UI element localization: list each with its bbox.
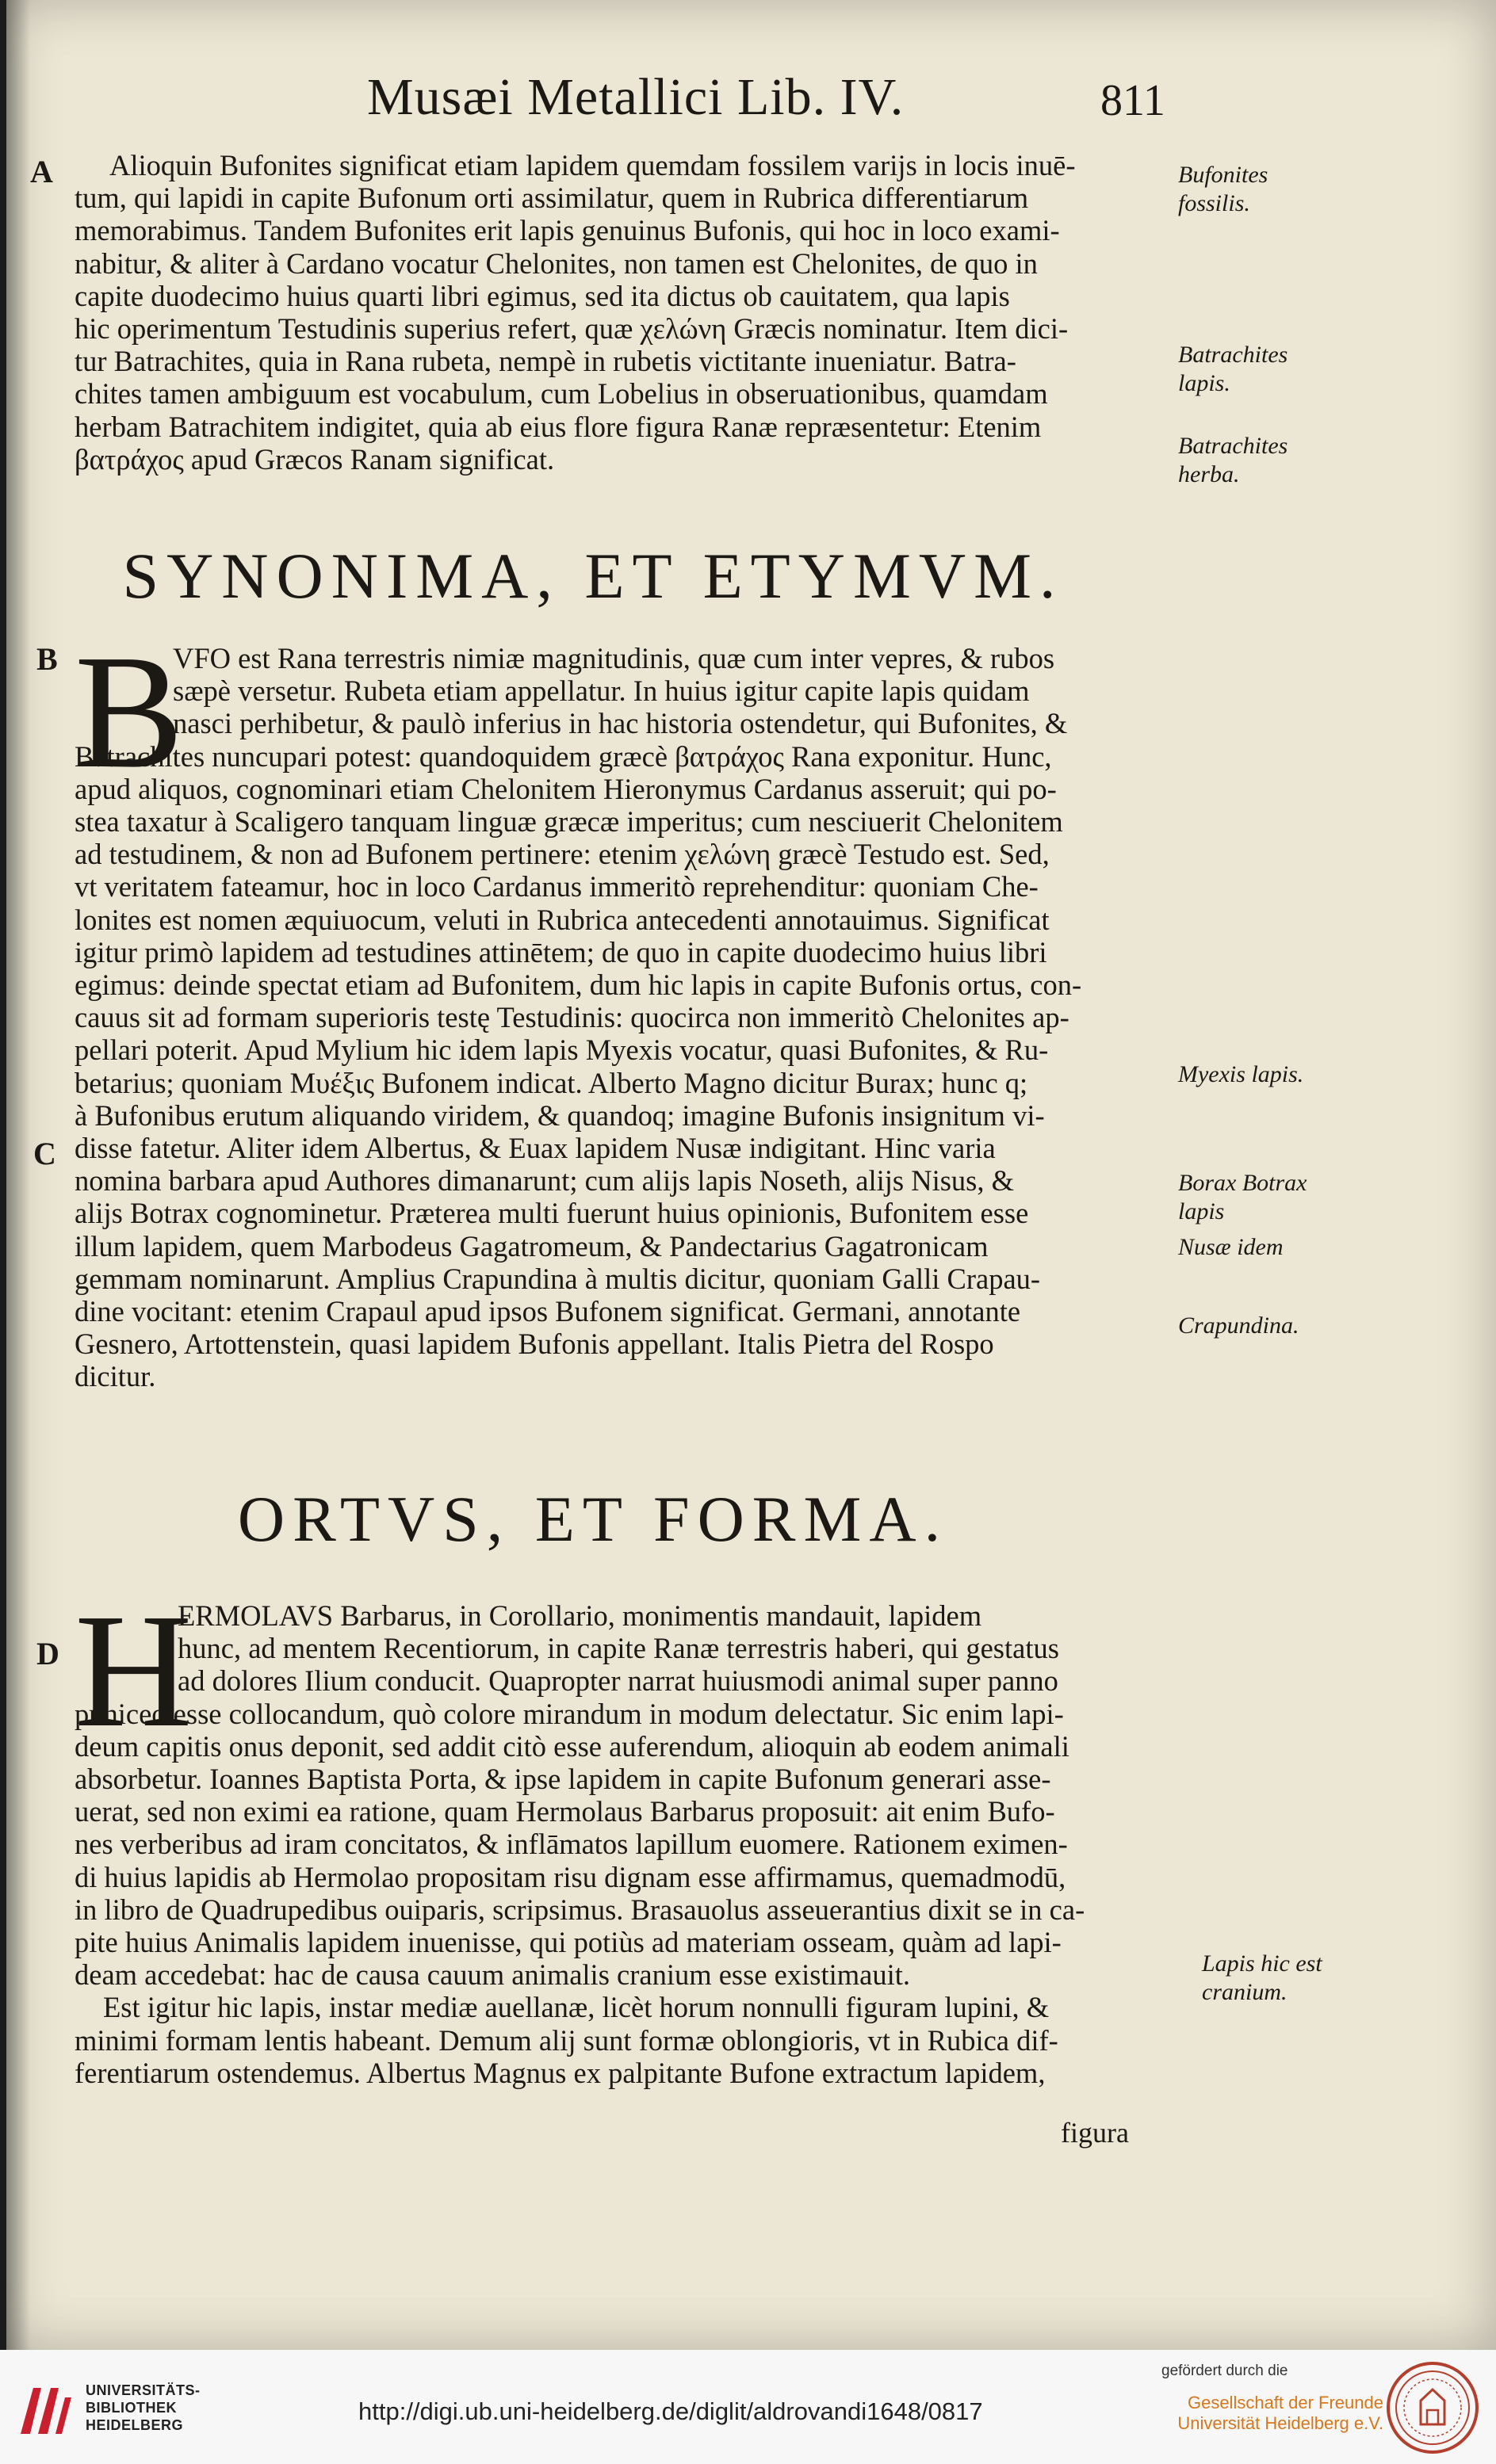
text-line: à Bufonibus erutum aliquando viridem, & quandoq; imagine Bufonis insignitum vi-	[75, 1098, 1045, 1132]
heading-synonima: SYNONIMA, ET ETYMVM.	[122, 540, 1064, 612]
margin-note: Crapundina.	[1178, 1312, 1299, 1339]
dropcap-h: H	[75, 1580, 193, 1761]
text-line: nasci perhibetur, & paulò inferius in hac historia ostendetur, qui Bufonites, &	[173, 707, 1068, 740]
margin-note: Batrachites herba.	[1178, 433, 1288, 487]
text-line: Est igitur hic lapis, instar mediæ auellanæ, licèt horum nonnulli figuram lupini, &	[103, 1991, 1050, 2024]
text-line: apud aliquos, cognominari etiam Chelonitem Hieronymus Cardanus asseruit; qui po-	[75, 772, 1057, 805]
text-line: alijs Botrax cognominetur. Præterea multi fuerunt huius opinionis, Bufonitem esse	[75, 1197, 1029, 1230]
text-line: uerat, sed non eximi ea ratione, quam Hermolaus Barbarus proposuit: ait enim Bufo-	[75, 1795, 1055, 1828]
permalink-url[interactable]: http://digi.ub.uni-heidelberg.de/diglit/aldrovandi1648/0817	[358, 2397, 983, 2425]
section-letter-a: A	[30, 154, 53, 189]
library-name-line: UNIVERSITÄTS-	[86, 2382, 201, 2398]
section-letter-d: D	[36, 1636, 59, 1671]
margin-note: Nusæ idem	[1178, 1234, 1284, 1260]
text-line: deam accedebat: hac de causa cauum animalis cranium esse existimauit.	[75, 1958, 910, 1992]
text-line: igitur primò lapidem ad testudines attinētem; de quo in capite duodecimo huius libri	[75, 935, 1047, 968]
page-header	[6, 67, 1496, 139]
text-line: ferentiarum ostendemus. Albertus Magnus ex palpitante Bufone extractum lapidem,	[75, 2056, 1046, 2089]
catchword: figura	[1061, 2117, 1129, 2149]
text-line: betarius; quoniam Μυέξις Bufonem indicat. Alberto Magno dicitur Burax; hunc q;	[75, 1066, 1028, 1099]
text-line: di huius lapidis ab Hermolao propositam risu dignam esse affirmamus, quemadmodū,	[75, 1860, 1066, 1893]
library-name-line: BIBLIOTHEK	[86, 2400, 177, 2416]
text-line: VFO est Rana terrestris nimiæ magnitudinis, quæ cum inter vepres, & rubos	[173, 642, 1055, 674]
margin-note: Batrachites lapis.	[1178, 342, 1288, 396]
text-line: Alioquin Bufonites significat etiam lapidem quemdam fossilem varijs in locis inuē-	[109, 149, 1076, 181]
margin-note: Bufonites fossilis.	[1178, 162, 1268, 216]
text-line: herbam Batrachitem indigitet, quia ab eius flore figura Ranæ repræsentetur: Etenim	[75, 410, 1042, 443]
scanned-page	[6, 0, 1496, 2350]
text-line: puniceo esse collocandum, quò colore mirandum in modum delectatur. Sic enim lapi-	[75, 1697, 1064, 1730]
text-line: Batrachites nuncupari potest: quandoquidem græcè βατράχος Rana exponitur. Hunc,	[75, 739, 1052, 773]
text-line: tur Batrachites, quia in Rana rubeta, nempè in rubetis victitante inueniatur. Batra-	[75, 345, 1016, 378]
section-letter-b: B	[36, 641, 58, 677]
text-line: dicitur.	[75, 1360, 156, 1393]
text-line: pellari poterit. Apud Mylium hic idem lapis Myexis vocatur, quasi Bufonites, & Ru-	[75, 1033, 1049, 1067]
margin-note: Borax Botrax lapis	[1178, 1170, 1307, 1224]
section-letter-c: C	[33, 1136, 56, 1171]
library-name-line: HEIDELBERG	[86, 2417, 184, 2433]
library-name	[86, 2382, 201, 2434]
library-logo-icon	[14, 2382, 76, 2439]
text-line: absorbetur. Ioannes Baptista Porta, & ipse lapidem in capite Bufonum generari asse-	[75, 1763, 1051, 1796]
text-line: hunc, ad mentem Recentiorum, in capite Ranæ terrestris haberi, qui gestatus	[178, 1632, 1059, 1665]
text-line: cauus sit ad formam superioris testę Testudinis: quocirca non immeritò Chelonites ap-	[75, 1001, 1069, 1034]
text-line: ERMOLAVS Barbarus, in Corollario, monimentis mandauit, lapidem	[178, 1599, 982, 1632]
text-line: ad testudinem, & non ad Bufonem pertinere: etenim χελώνη græcè Testudo est. Sed,	[75, 838, 1050, 871]
paragraph-2	[75, 642, 1167, 1393]
text-line: vt veritatem fateamur, hoc in loco Cardanus immeritò reprehenditur: quoniam Che-	[75, 870, 1039, 903]
text-line: in libro de Quadrupedibus ouiparis, scripsimus. Brasauolus asseuerantius dixit se in ca-	[75, 1893, 1085, 1926]
paragraph-3	[75, 1599, 1167, 2089]
page-number: 811	[1100, 76, 1165, 125]
text-line: disse fatetur. Aliter idem Albertus, & Euax lapidem Nusæ indigitant. Hinc varia	[75, 1132, 996, 1165]
text-line: egimus: deinde spectat etiam ad Bufonitem, dum hic lapis in capite Bufonis ortus, con-	[75, 968, 1082, 1002]
text-line: nomina barbara apud Authores dimanarunt; cum alijs lapis Noseth, alijs Nisus, &	[75, 1164, 1015, 1198]
text-line: lonites est nomen æquiuocum, veluti in Rubrica antecedenti annotauimus. Significat	[75, 903, 1050, 936]
society-name	[1154, 2393, 1383, 2434]
text-line: deum capitis onus deponit, sed addit citò esse auferendum, alioquin ab eodem animali	[75, 1729, 1069, 1763]
university-seal-icon	[1386, 2361, 1479, 2454]
text-line: stea taxatur à Scaligero tanquam linguæ græcæ imperitus; cum nesciuerit Chelonitem	[75, 805, 1063, 839]
paragraph-1	[75, 149, 1167, 476]
text-line: chites tamen ambiguum est vocabulum, cum Lobelius in obseruationibus, quamdam	[75, 377, 1048, 411]
text-line: hic operimentum Testudinis superius refert, quæ χελώνη Græcis nominatur. Item dici-	[75, 312, 1069, 346]
society-name-line: Universität Heidelberg e.V.	[1177, 2413, 1383, 2433]
heading-ortus: ORTVS, ET FORMA.	[237, 1483, 949, 1555]
text-line: βατράχος apud Græcos Ranam significat.	[75, 442, 555, 476]
text-line: minimi formam lentis habeant. Demum alij sunt formæ oblongioris, vt in Rubica dif-	[75, 2023, 1058, 2057]
text-line: Gesnero, Artottenstein, quasi lapidem Bufonis appellant. Italis Pietra del Rospo	[75, 1328, 994, 1361]
footer-bar	[0, 2350, 1496, 2464]
text-line: tum, qui lapidi in capite Bufonum orti assimilatur, quem in Rubrica differentiarum	[75, 181, 1029, 215]
text-line: memorabimus. Tandem Bufonites erit lapis genuinus Bufonis, qui hoc in loco exami-	[75, 214, 1060, 247]
text-line: nes verberibus ad iram concitatos, & inflāmatos lapillum euomere. Rationem eximen-	[75, 1828, 1068, 1861]
text-line: sæpè versetur. Rubeta etiam appellatur. In huius igitur capite lapis quidam	[173, 674, 1030, 708]
funded-by-label: gefördert durch die	[1161, 2363, 1288, 2379]
text-line: gemmam nominarunt. Amplius Crapundina à multis dicitur, quoniam Galli Crapau-	[75, 1262, 1041, 1295]
text-line: nabitur, & aliter à Cardano vocatur Chelonites, non tamen est Chelonites, de quo in	[75, 246, 1038, 280]
society-name-line: Gesellschaft der Freunde	[1187, 2393, 1383, 2412]
text-line: capite duodecimo huius quarti libri egimus, sed ita dictus ob cauitatem, qua lapis	[75, 279, 1010, 312]
text-line: dine vocitant: etenim Crapaul apud ipsos Bufonem significat. Germani, annotante	[75, 1295, 1021, 1328]
text-line: ad dolores Ilium conducit. Quapropter narrat huiusmodi animal super panno	[178, 1664, 1058, 1698]
margin-note: Lapis hic est cranium.	[1202, 1950, 1322, 2005]
text-line: illum lapidem, quem Marbodeus Gagatromeum, & Pandectarius Gagatronicam	[75, 1229, 989, 1263]
margin-note: Myexis lapis.	[1178, 1061, 1304, 1087]
dropcap-b: B	[75, 621, 184, 802]
text-line: pite huius Animalis lapidem inuenisse, qui potiùs ad materiam osseam, quàm ad lapi-	[75, 1926, 1062, 1959]
running-title: Musæi Metallici Lib. IV.	[367, 68, 905, 126]
